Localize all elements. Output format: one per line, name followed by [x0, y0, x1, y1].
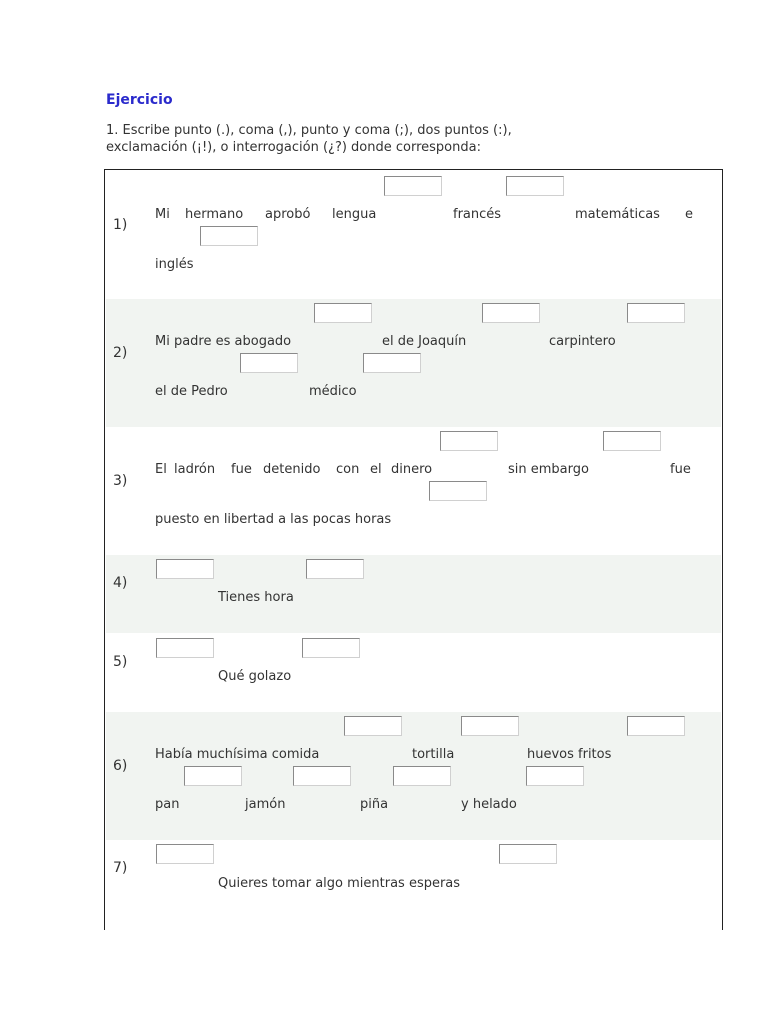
word: Qué golazo	[218, 669, 292, 684]
punctuation-input[interactable]	[314, 303, 372, 323]
exercise-instruction	[106, 122, 626, 156]
punctuation-input[interactable]	[306, 559, 364, 579]
word: jamón	[245, 797, 286, 812]
punctuation-input[interactable]	[363, 353, 421, 373]
punctuation-input[interactable]	[344, 716, 402, 736]
punctuation-input[interactable]	[499, 844, 557, 864]
word: piña	[360, 797, 389, 812]
word: el de Joaquín	[382, 334, 467, 349]
item-number: 2)	[113, 345, 128, 361]
word: y helado	[461, 797, 517, 812]
word: Había muchísima comida	[155, 747, 320, 762]
word: puesto en libertad a las pocas horas	[155, 512, 392, 527]
exercise-title: Ejercicio	[106, 92, 173, 108]
word: el de Pedro	[155, 384, 228, 399]
punctuation-input[interactable]	[184, 766, 242, 786]
word: pan	[155, 797, 180, 812]
item-number: 7)	[113, 860, 128, 876]
exercise-row-3	[106, 427, 721, 555]
punctuation-input[interactable]	[627, 716, 685, 736]
punctuation-input[interactable]	[156, 638, 214, 658]
word: sin embargo	[508, 462, 589, 477]
punctuation-input[interactable]	[200, 226, 258, 246]
word: lengua	[332, 207, 377, 222]
instruction-line-2: exclamación (¡!), o interrogación (¿?) donde corresponda:	[106, 140, 481, 155]
word: el	[370, 462, 382, 477]
word: fue	[231, 462, 252, 477]
word: hermano	[185, 207, 244, 222]
punctuation-input[interactable]	[384, 176, 442, 196]
punctuation-input[interactable]	[461, 716, 519, 736]
word: aprobó	[265, 207, 311, 222]
word: inglés	[155, 257, 194, 272]
exercise-row-4	[106, 555, 721, 633]
punctuation-input[interactable]	[240, 353, 298, 373]
punctuation-input[interactable]	[506, 176, 564, 196]
punctuation-input[interactable]	[302, 638, 360, 658]
word: detenido	[263, 462, 321, 477]
exercise-row-1	[106, 170, 721, 299]
exercise-table	[104, 169, 723, 930]
word: Quieres tomar algo mientras esperas	[218, 876, 461, 891]
punctuation-input[interactable]	[156, 844, 214, 864]
instruction-line-1: 1. Escribe punto (.), coma (,), punto y coma (;), dos puntos (:),	[106, 123, 512, 138]
punctuation-input[interactable]	[482, 303, 540, 323]
punctuation-input[interactable]	[603, 431, 661, 451]
punctuation-input[interactable]	[429, 481, 487, 501]
punctuation-input[interactable]	[526, 766, 584, 786]
word: e	[685, 207, 693, 222]
word: carpintero	[549, 334, 616, 349]
punctuation-input[interactable]	[440, 431, 498, 451]
word: fue	[670, 462, 691, 477]
word: francés	[453, 207, 502, 222]
exercise-row-2	[106, 299, 721, 427]
word: Mi	[155, 207, 170, 222]
word: Tienes hora	[218, 590, 294, 605]
punctuation-input[interactable]	[293, 766, 351, 786]
item-number: 6)	[113, 758, 128, 774]
punctuation-input[interactable]	[393, 766, 451, 786]
word: huevos fritos	[527, 747, 612, 762]
exercise-row-6	[106, 712, 721, 840]
punctuation-input[interactable]	[627, 303, 685, 323]
exercise-row-7	[106, 840, 721, 930]
item-number: 1)	[113, 217, 128, 233]
word: médico	[309, 384, 357, 399]
word: El	[155, 462, 167, 477]
item-number: 5)	[113, 654, 128, 670]
word: matemáticas	[575, 207, 660, 222]
item-number: 4)	[113, 575, 128, 591]
word: tortilla	[412, 747, 455, 762]
item-number: 3)	[113, 473, 128, 489]
exercise-row-5	[106, 633, 721, 712]
word: Mi padre es abogado	[155, 334, 292, 349]
punctuation-input[interactable]	[156, 559, 214, 579]
word: ladrón	[174, 462, 216, 477]
word: con	[336, 462, 360, 477]
word: dinero	[391, 462, 433, 477]
